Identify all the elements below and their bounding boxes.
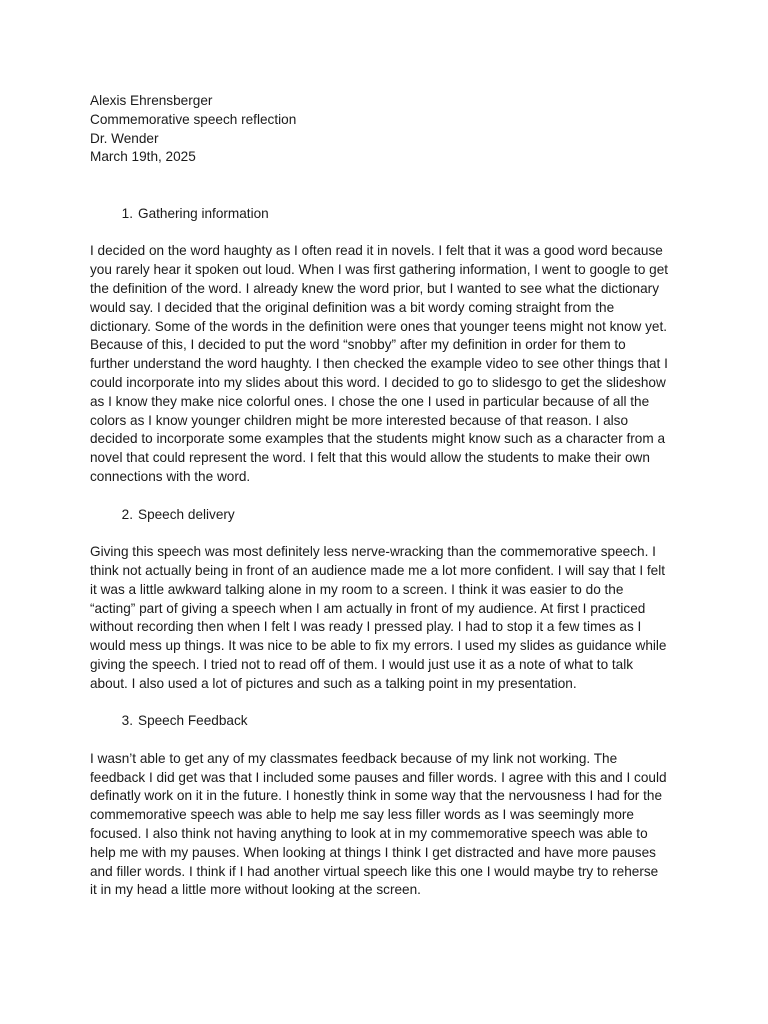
paragraph-line: Because of this, I decided to put the word “snobby” after my definition in order for them to <box>90 337 626 353</box>
section-number: 1. <box>121 205 133 221</box>
section-heading <box>90 205 680 224</box>
document-date: March 19th, 2025 <box>90 149 196 165</box>
instructor-name: Dr. Wender <box>90 130 159 146</box>
paragraph-line: I decided on the word haughty as I often read it in novels. I felt that it was a good word because <box>90 243 663 259</box>
paragraph-line: I wasn’t able to get any of my classmates feedback because of my link not working. The <box>90 750 618 766</box>
paragraph-line: could incorporate into my slides about this word. I decided to go to slidesgo to get the slideshow <box>90 374 666 390</box>
paragraph-line: giving the speech. I tried not to read off of them. I would just use it as a note of what to talk <box>90 656 634 672</box>
assignment-title: Commemorative speech reflection <box>90 111 297 127</box>
paragraph-line: would say. I decided that the original definition was a bit wordy coming straight from the <box>90 299 615 315</box>
paragraph-line: as I know they make nice colorful ones. I chose the one I used in particular because of all the <box>90 393 650 409</box>
section-paragraph <box>90 242 680 486</box>
section-heading <box>90 506 680 525</box>
paragraph-line: and filler words. I think if I had another virtual speech like this one I would maybe try to reherse <box>90 863 659 879</box>
section-heading <box>90 712 680 731</box>
section-number: 2. <box>121 506 133 522</box>
section-3 <box>90 712 680 900</box>
paragraph-line: dictionary. Some of the words in the definition were ones that younger teens might not know yet. <box>90 318 668 334</box>
section-title: Speech delivery <box>138 506 235 522</box>
paragraph-line: further understand the word haughty. I then checked the example video to see other things that I <box>90 356 668 372</box>
document-sections <box>90 205 680 900</box>
paragraph-line: without recording then when I felt I was ready I pressed play. I had to stop it a few times as I <box>90 619 642 635</box>
paragraph-line: would mess up things. It was nice to be able to fix my errors. I used my slides as guidance while <box>90 638 667 654</box>
paragraph-line: it was a little awkward talking alone in my room to a screen. I think it was easier to do the <box>90 581 624 597</box>
section-number: 3. <box>121 713 133 729</box>
paragraph-line: connections with the word. <box>90 468 251 484</box>
paragraph-line: Giving this speech was most definitely less nerve-wracking than the commemorative speech. I <box>90 544 656 560</box>
paragraph-line: feedback I did get was that I included some pauses and filler words. I agree with this and I could <box>90 769 667 785</box>
document-content <box>90 92 680 900</box>
paragraph-line: commemorative speech was able to help me say less filler words as I was seemingly more <box>90 807 634 823</box>
paragraph-line: you rarely hear it spoken out loud. When I was first gathering information, I went to google to get <box>90 262 669 278</box>
paragraph-line: definatly work on it in the future. I honestly think in some way that the nervousness I had for the <box>90 788 663 804</box>
paragraph-line: “acting” part of giving a speech when I am actually in front of my audience. At first I practiced <box>90 600 646 616</box>
paragraph-line: it in my head a little more without looking at the screen. <box>90 882 421 898</box>
author-name: Alexis Ehrensberger <box>90 93 213 108</box>
section-paragraph <box>90 543 680 693</box>
document-header <box>90 92 680 167</box>
paragraph-line: focused. I also think not having anything to look at in my commemorative speech was able to <box>90 826 648 842</box>
paragraph-line: help me with my pauses. When looking at things I think I get distracted and have more pauses <box>90 844 656 860</box>
section-paragraph <box>90 750 680 900</box>
paragraph-line: decided to incorporate some examples that the students might know such as a character from a <box>90 431 666 447</box>
section-2 <box>90 506 680 694</box>
paragraph-line: novel that could represent the word. I felt that this would allow the students to make their own <box>90 450 650 466</box>
paragraph-line: the definition of the word. I already knew the word prior, but I wanted to see what the dictionary <box>90 280 659 296</box>
paragraph-line: about. I also used a lot of pictures and such as a talking point in my presentation. <box>90 675 577 691</box>
paragraph-line: think not actually being in front of an audience made me a lot more confident. I will say that I felt <box>90 562 666 578</box>
section-title: Speech Feedback <box>138 713 248 729</box>
section-title: Gathering information <box>138 205 269 221</box>
section-1 <box>90 205 680 487</box>
paragraph-line: colors as I know younger children might be more interested because of that reason. I also <box>90 412 629 428</box>
